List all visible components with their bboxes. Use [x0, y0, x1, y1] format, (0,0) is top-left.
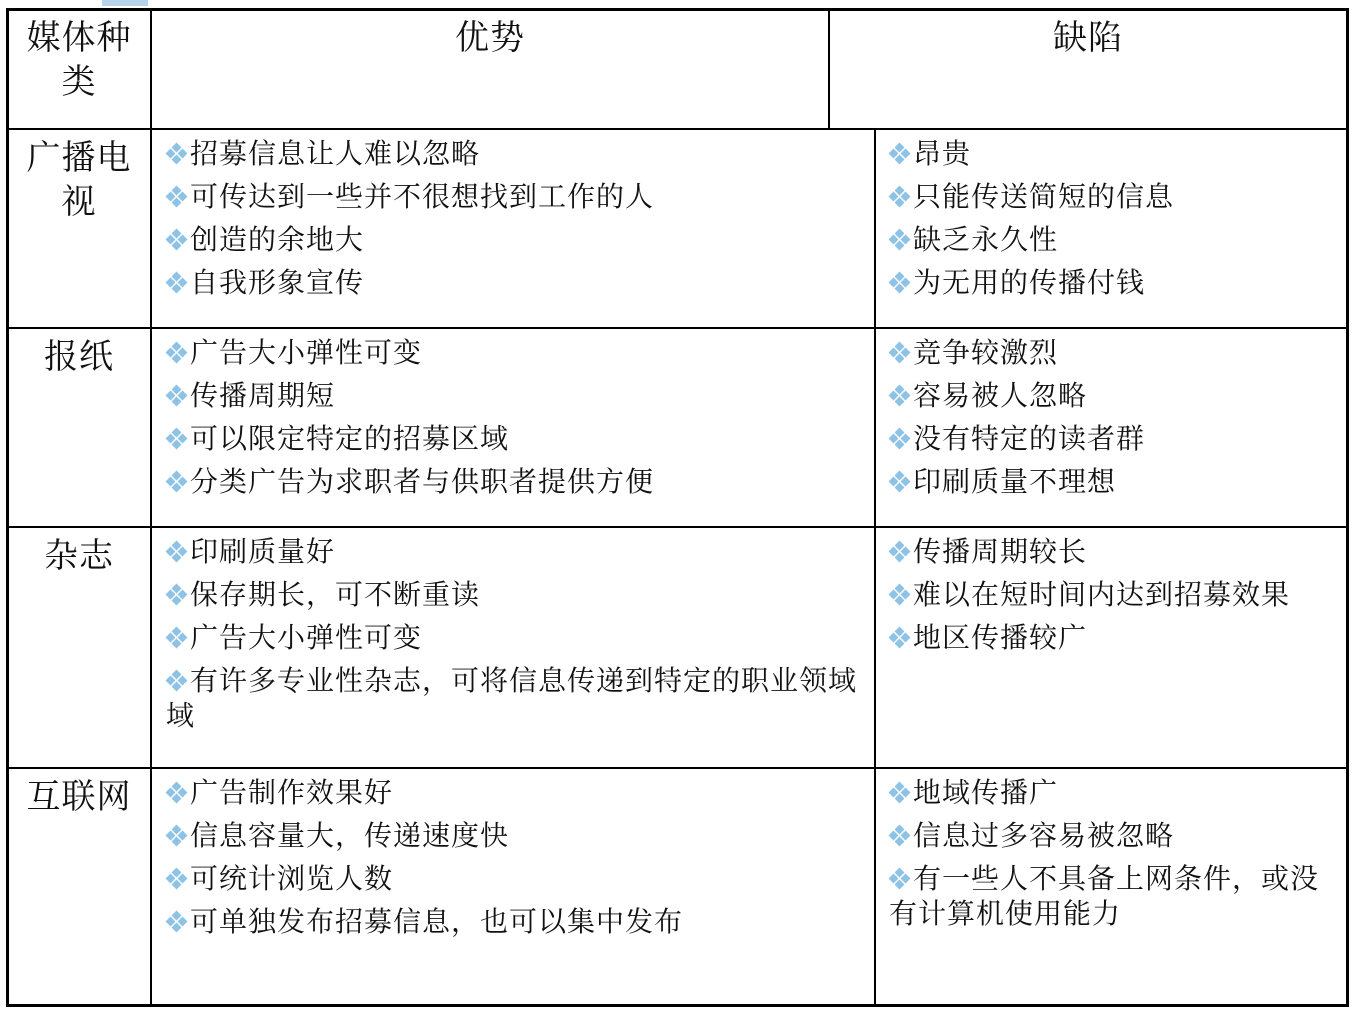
selection-marker [102, 0, 148, 6]
item-text: 招募信息让人难以忽略 [190, 137, 481, 170]
diamond-bullet-icon [889, 541, 911, 563]
diamond-bullet-icon [166, 272, 188, 294]
row-divider [6, 767, 1348, 769]
item-text: 传播周期短 [190, 379, 336, 412]
list-item [166, 335, 866, 370]
item-text: 分类广告为求职者与供职者提供方便 [190, 465, 655, 498]
item-text: 广告制作效果好 [190, 776, 394, 809]
diamond-bullet-icon [166, 428, 188, 450]
list-item [166, 534, 866, 569]
advantages-cell [166, 534, 866, 741]
diamond-bullet-icon [889, 825, 911, 847]
list-item [889, 378, 1341, 413]
advantages-cell [166, 136, 866, 308]
list-item [889, 818, 1341, 853]
item-text: 可以限定特定的招募区域 [190, 422, 510, 455]
list-item [889, 335, 1341, 370]
diamond-bullet-icon [166, 584, 188, 606]
item-text: 难以在短时间内达到招募效果 [913, 578, 1291, 611]
list-item [889, 265, 1341, 300]
item-text: 有许多专业性杂志，可将信息传递到特定的职业领域域 [166, 664, 858, 732]
item-text: 信息过多容易被忽略 [913, 819, 1175, 852]
item-text: 印刷质量好 [190, 535, 336, 568]
list-item [166, 818, 866, 853]
item-text: 竞争较激烈 [913, 336, 1059, 369]
disadvantages-cell [889, 775, 1341, 939]
diamond-bullet-icon [889, 186, 911, 208]
list-item [166, 222, 866, 257]
item-text: 广告大小弹性可变 [190, 336, 423, 369]
item-text: 传播周期较长 [913, 535, 1088, 568]
diamond-bullet-icon [166, 627, 188, 649]
list-item [166, 464, 866, 499]
disadvantages-list [889, 775, 1341, 931]
media-name: 报纸 [44, 337, 114, 377]
list-item [166, 378, 866, 413]
diamond-bullet-icon [889, 272, 911, 294]
advantages-cell [166, 335, 866, 507]
list-item [889, 620, 1341, 655]
item-text: 没有特定的读者群 [913, 422, 1146, 455]
item-text: 印刷质量不理想 [913, 465, 1117, 498]
list-item [889, 577, 1341, 612]
diamond-bullet-icon [889, 428, 911, 450]
list-item [889, 861, 1341, 931]
disadvantages-list [889, 136, 1341, 300]
diamond-bullet-icon [166, 229, 188, 251]
diamond-bullet-icon [889, 342, 911, 364]
item-text: 容易被人忽略 [913, 379, 1088, 412]
list-item [166, 620, 866, 655]
diamond-bullet-icon [166, 670, 188, 692]
diamond-bullet-icon [166, 825, 188, 847]
item-text: 保存期长，可不断重读 [190, 578, 481, 611]
list-item [166, 265, 866, 300]
column-divider [874, 128, 876, 1007]
item-text: 创造的余地大 [190, 223, 365, 256]
diamond-bullet-icon [889, 143, 911, 165]
diamond-bullet-icon [889, 584, 911, 606]
list-item [889, 179, 1341, 214]
column-divider [150, 8, 152, 1007]
diamond-bullet-icon [889, 868, 911, 890]
table-border-bottom [6, 1004, 1348, 1007]
list-item [889, 534, 1341, 569]
list-item [166, 136, 866, 171]
diamond-bullet-icon [166, 782, 188, 804]
item-text: 地域传播广 [913, 776, 1059, 809]
advantages-list [166, 775, 866, 939]
disadvantages-cell [889, 136, 1341, 308]
item-text: 广告大小弹性可变 [190, 621, 423, 654]
advantages-list [166, 534, 866, 733]
diamond-bullet-icon [889, 627, 911, 649]
list-item [166, 179, 866, 214]
disadvantages-cell [889, 534, 1341, 663]
disadvantages-list [889, 534, 1341, 655]
table-border-right [1346, 8, 1349, 1007]
diamond-bullet-icon [166, 471, 188, 493]
diamond-bullet-icon [889, 471, 911, 493]
list-item [166, 904, 866, 939]
media-name: 杂志 [44, 536, 114, 576]
row-divider [6, 327, 1348, 329]
header-disadvantages: 缺陷 [1053, 18, 1123, 58]
item-text: 地区传播较广 [913, 621, 1088, 654]
diamond-bullet-icon [166, 342, 188, 364]
list-item [166, 861, 866, 896]
row-divider [6, 128, 1348, 130]
diamond-bullet-icon [166, 385, 188, 407]
list-item [889, 775, 1341, 810]
item-text: 自我形象宣传 [190, 266, 365, 299]
list-item [166, 775, 866, 810]
diamond-bullet-icon [166, 186, 188, 208]
diamond-bullet-icon [166, 868, 188, 890]
list-item [889, 136, 1341, 171]
item-text: 缺乏永久性 [913, 223, 1059, 256]
item-text: 可单独发布招募信息，也可以集中发布 [190, 905, 684, 938]
item-text: 昂贵 [913, 137, 972, 170]
table-border-left [6, 8, 9, 1007]
advantages-cell [166, 775, 866, 947]
diamond-bullet-icon [889, 385, 911, 407]
item-text: 为无用的传播付钱 [913, 266, 1146, 299]
diamond-bullet-icon [166, 143, 188, 165]
disadvantages-cell [889, 335, 1341, 507]
header-advantages: 优势 [455, 18, 525, 58]
item-text: 信息容量大，传递速度快 [190, 819, 510, 852]
diamond-bullet-icon [889, 229, 911, 251]
table-border-top [6, 8, 1348, 11]
disadvantages-list [889, 335, 1341, 499]
list-item [166, 421, 866, 456]
list-item [889, 421, 1341, 456]
media-name: 互联网 [26, 777, 132, 817]
diamond-bullet-icon [166, 541, 188, 563]
item-text: 只能传送简短的信息 [913, 180, 1175, 213]
list-item [889, 464, 1341, 499]
header-media-type: 媒体种类 [26, 18, 132, 102]
list-item [889, 222, 1341, 257]
advantages-list [166, 335, 866, 499]
item-text: 有一些人不具备上网条件，或没有计算机使用能力 [889, 862, 1320, 930]
row-divider [6, 526, 1348, 528]
item-text: 可传达到一些并不很想找到工作的人 [190, 180, 655, 213]
list-item [166, 663, 866, 733]
item-text: 可统计浏览人数 [190, 862, 394, 895]
advantages-list [166, 136, 866, 300]
media-name: 广播电视 [26, 138, 132, 222]
diamond-bullet-icon [166, 911, 188, 933]
list-item [166, 577, 866, 612]
diamond-bullet-icon [889, 782, 911, 804]
